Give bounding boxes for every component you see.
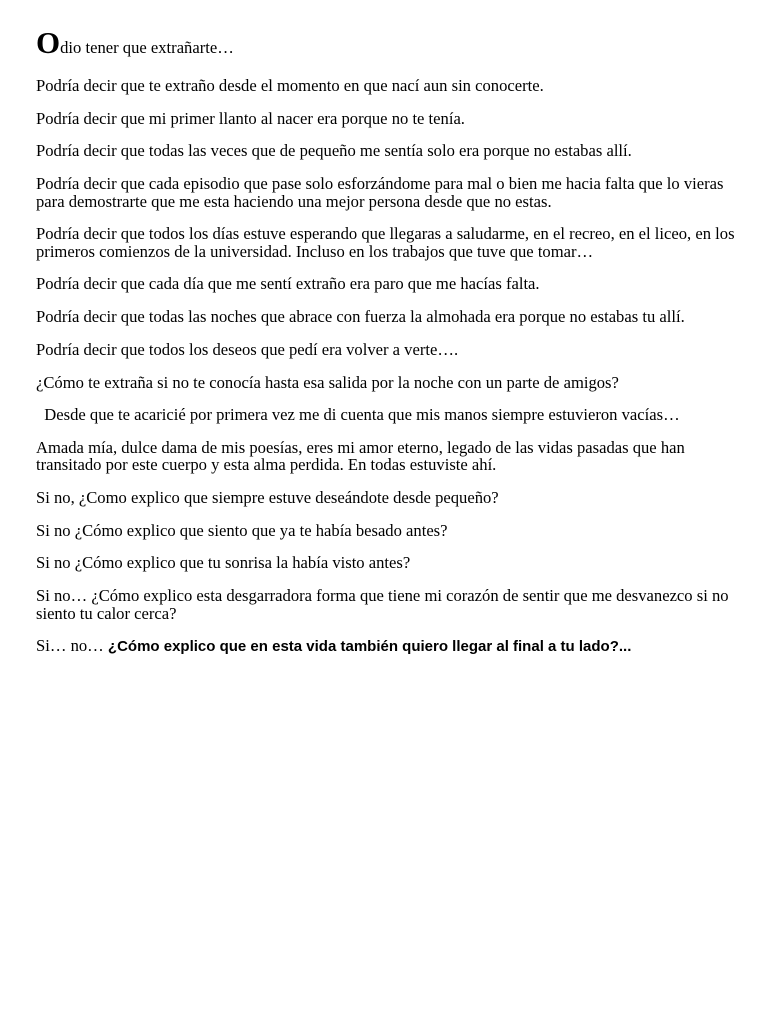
paragraph-6: Podría decir que cada día que me sentí extraño era paro que me hacías falta.	[36, 274, 540, 294]
document-title	[36, 25, 736, 63]
document-page	[36, 25, 736, 671]
paragraph-4: Podría decir que cada episodio que pase solo esforzándome para mal o bien me hacia falta que lo vieras para demostrarte que me esta haciendo una mejor persona desde que no estas.	[36, 174, 724, 211]
closing-lead: Si… no…	[36, 636, 108, 656]
paragraph-15: Si no… ¿Cómo explico esta desgarradora forma que tiene mi corazón de sentir que me desvanezco si no siento tu calor cerca?	[36, 586, 729, 623]
paragraph-5: Podría decir que todos los días estuve esperando que llegaras a saludarme, en el recreo, en el liceo, en los primeros comienzos de la universidad. Incluso en los trabajos que tuve que tomar…	[36, 224, 735, 261]
title-initial: O	[36, 25, 61, 60]
paragraph-7: Podría decir que todas las noches que abrace con fuerza la almohada era porque no estabas tu allí.	[36, 307, 685, 327]
paragraph-8: Podría decir que todos los deseos que pedí era volver a verte….	[36, 339, 459, 359]
paragraph-12: Si no, ¿Como explico que siempre estuve deseándote desde pequeño?	[36, 488, 499, 508]
closing-paragraph	[36, 637, 736, 656]
paragraph-3: Podría decir que todas las veces que de pequeño me sentía solo era porque no estabas allí.	[36, 141, 632, 161]
paragraph-2: Podría decir que mi primer llanto al nacer era porque no te tenía.	[36, 108, 465, 128]
title-rest: dio tener que extrañarte…	[60, 38, 234, 57]
paragraph-11: Amada mía, dulce dama de mis poesías, eres mi amor eterno, legado de las vidas pasadas que han transitado por este cuerpo y esta alma perdida. En todas estuviste ahí.	[36, 437, 685, 475]
paragraph-1: Podría decir que te extraño desde el momento en que nací aun sin conocerte.	[36, 76, 544, 95]
paragraph-14: Si no ¿Cómo explico que tu sonrisa la había visto antes?	[36, 553, 411, 573]
paragraph-10: Desde que te acaricié por primera vez me di cuenta que mis manos siempre estuvieron vacías…	[36, 405, 680, 425]
paragraph-9: ¿Cómo te extraña si no te conocía hasta esa salida por la noche con un parte de amigos?	[36, 372, 619, 392]
paragraph-13: Si no ¿Cómo explico que siento que ya te había besado antes?	[36, 520, 448, 540]
closing-bold: ¿Cómo explico que en esta vida también quiero llegar al final a tu lado?...	[107, 638, 632, 656]
